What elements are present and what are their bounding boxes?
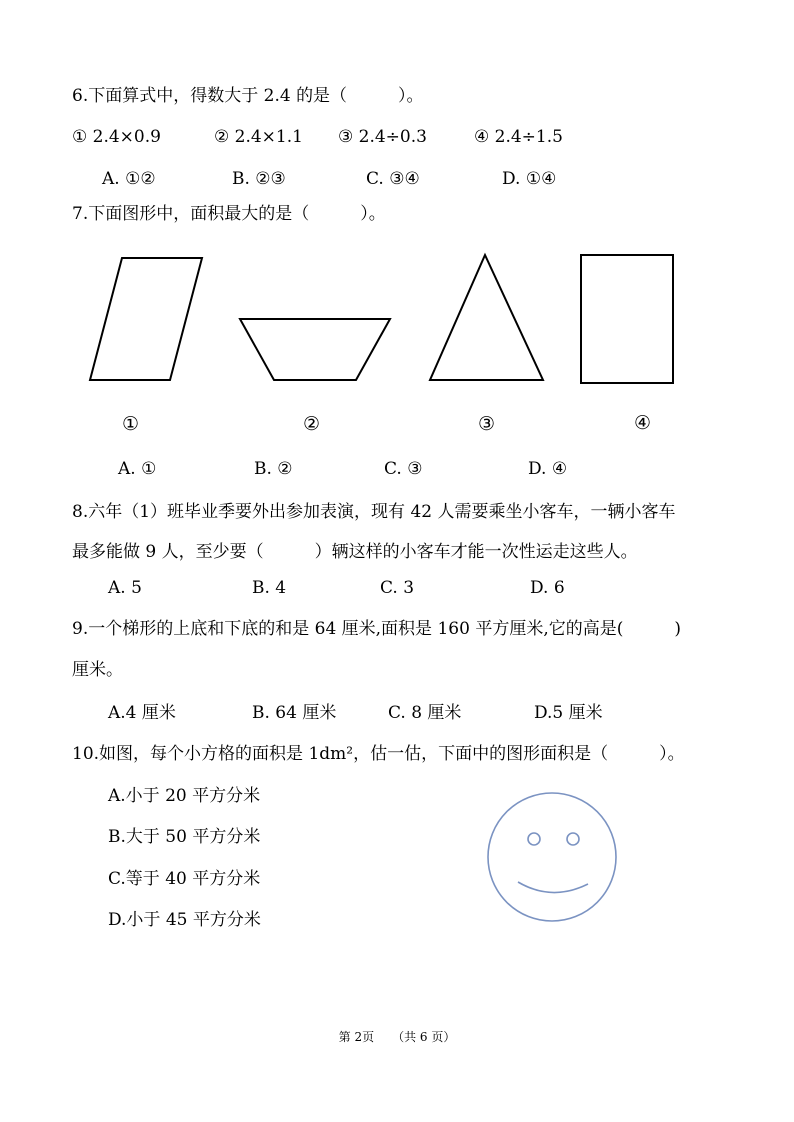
q6-option-a[interactable]: A. ①② bbox=[102, 169, 156, 189]
q6-stem: 6.下面算式中，得数大于 2.4 的是（ ）。 bbox=[72, 86, 424, 106]
q7-option-d[interactable]: D. ④ bbox=[528, 459, 568, 479]
q6-expr-2: ② 2.4×1.1 bbox=[214, 127, 303, 147]
left-eye bbox=[528, 833, 540, 845]
q6-option-c[interactable]: C. ③④ bbox=[366, 169, 420, 189]
q8-option-a[interactable]: A. 5 bbox=[108, 578, 142, 598]
q10-option-a[interactable]: A.小于 20 平方分米 bbox=[108, 786, 261, 806]
q8-stem-line1: 8.六年（1）班毕业季要外出参加表演，现有 42 人需要乘坐小客车，一辆小客车 bbox=[72, 502, 676, 522]
q8-option-b[interactable]: B. 4 bbox=[252, 578, 287, 598]
q6-option-b[interactable]: B. ②③ bbox=[232, 169, 286, 189]
triangle-shape bbox=[430, 255, 543, 380]
parallelogram-shape bbox=[90, 258, 202, 380]
smile-mouth bbox=[518, 882, 588, 893]
right-eye bbox=[567, 833, 579, 845]
q9-option-c[interactable]: C. 8 厘米 bbox=[388, 703, 462, 723]
q8-option-d[interactable]: D. 6 bbox=[530, 578, 565, 598]
q7-option-a[interactable]: A. ① bbox=[118, 459, 157, 479]
q6-option-d[interactable]: D. ①④ bbox=[502, 169, 557, 189]
q6-expr-3: ③ 2.4÷0.3 bbox=[338, 127, 427, 147]
q10-option-c[interactable]: C.等于 40 平方分米 bbox=[108, 869, 261, 889]
figure-label-2: ② bbox=[303, 413, 321, 435]
q6-expr-1: ① 2.4×0.9 bbox=[72, 127, 161, 147]
q7-option-c[interactable]: C. ③ bbox=[384, 459, 423, 479]
q10-stem: 10.如图，每个小方格的面积是 1dm²，估一估，下面中的图形面积是（ ）。 bbox=[72, 744, 685, 764]
q7-option-b[interactable]: B. ② bbox=[254, 459, 293, 479]
q9-option-d[interactable]: D.5 厘米 bbox=[534, 703, 603, 723]
trapezoid-shape bbox=[240, 319, 390, 380]
q10-option-d[interactable]: D.小于 45 平方分米 bbox=[108, 910, 261, 930]
q7-stem: 7.下面图形中，面积最大的是（ ）。 bbox=[72, 204, 386, 224]
rectangle-shape bbox=[581, 255, 673, 383]
q9-stem-line1: 9.一个梯形的上底和下底的和是 64 厘米,面积是 160 平方厘米,它的高是( ) bbox=[72, 619, 681, 639]
q8-option-c[interactable]: C. 3 bbox=[380, 578, 415, 598]
q9-stem-line2: 厘米。 bbox=[72, 660, 123, 680]
page-footer: 第 2页 （共 6 页） bbox=[338, 1030, 456, 1044]
q8-stem-line2: 最多能做 9 人，至少要（ ）辆这样的小客车才能一次性运走这些人。 bbox=[72, 542, 638, 562]
q9-option-b[interactable]: B. 64 厘米 bbox=[252, 703, 337, 723]
q10-option-b[interactable]: B.大于 50 平方分米 bbox=[108, 827, 261, 847]
figure-label-1: ① bbox=[122, 413, 140, 435]
q9-option-a[interactable]: A.4 厘米 bbox=[108, 703, 176, 723]
q6-expr-4: ④ 2.4÷1.5 bbox=[474, 127, 563, 147]
figure-label-4: ④ bbox=[634, 412, 652, 434]
figure-label-3: ③ bbox=[478, 413, 496, 435]
smiley-face bbox=[488, 793, 616, 921]
face-outline bbox=[488, 793, 616, 921]
